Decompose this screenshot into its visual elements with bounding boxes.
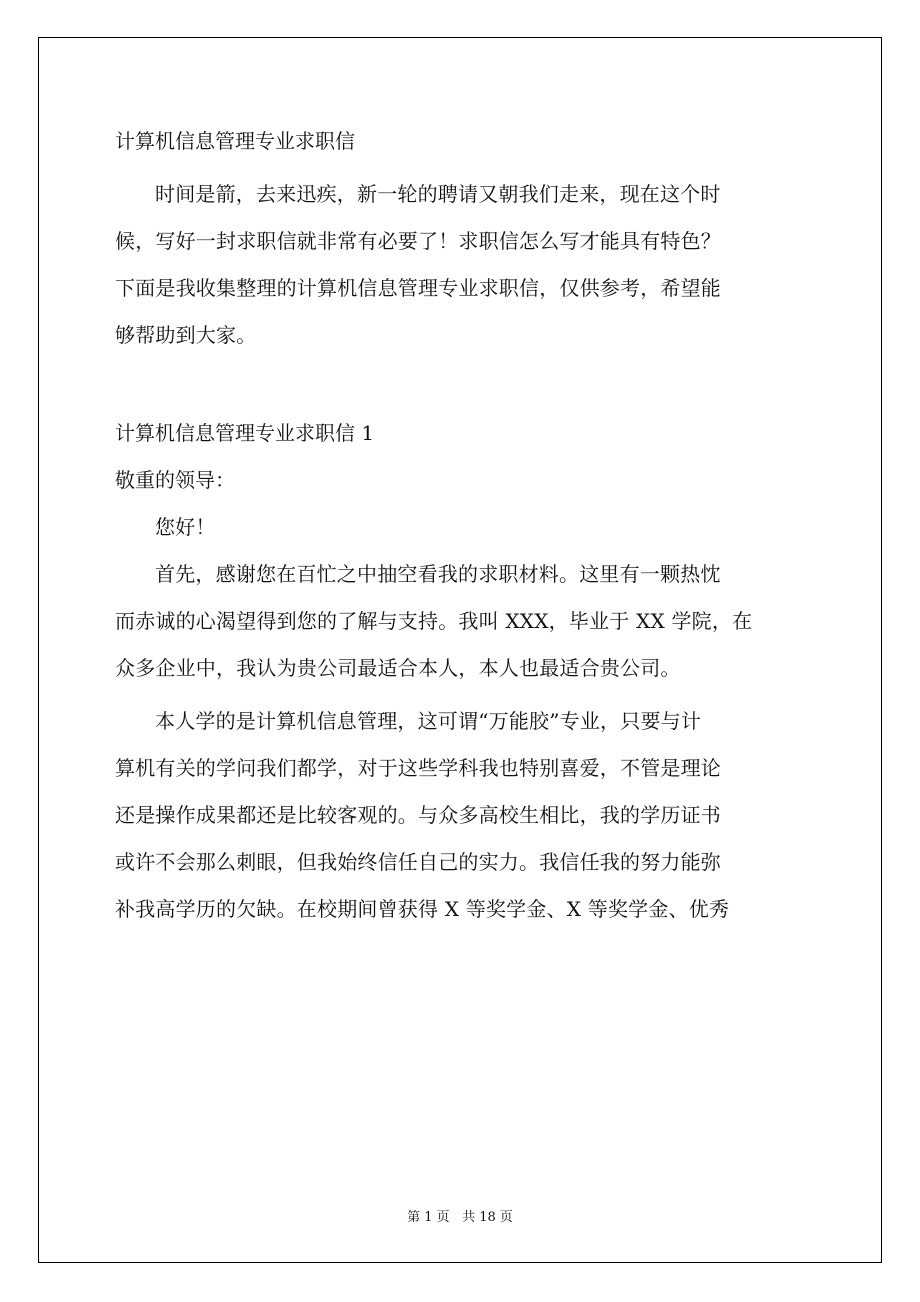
- section-title: 计算机信息管理专业求职信 1: [115, 421, 375, 445]
- salutation: 敬重的领导：: [115, 468, 235, 492]
- blank-line: [115, 359, 805, 406]
- intro-line: 候，写好一封求职信就非常有必要了！求职信怎么写才能具有特色？: [115, 229, 721, 253]
- document-title: 计算机信息管理专业求职信: [115, 129, 355, 153]
- paragraph-2: [115, 698, 805, 933]
- paragraph-line: 或许不会那么刺眼，但我始终信任自己的实力。我信任我的努力能弥: [115, 850, 721, 874]
- intro-paragraph: [115, 171, 805, 359]
- page-total: 共 18 页: [462, 1210, 513, 1225]
- intro-line: 时间是箭，去来迅疾，新一轮的聘请又朝我们走来，现在这个时: [155, 182, 721, 206]
- paragraph-line: 还是操作成果都还是比较客观的。与众多高校生相比，我的学历证书: [115, 803, 721, 827]
- paragraph-1: [115, 551, 805, 692]
- greeting: 您好！: [155, 515, 216, 539]
- paragraph-line: 算机有关的学问我们都学，对于这些学科我也特别喜爱，不管是理论: [115, 756, 721, 780]
- intro-line: 够帮助到大家。: [115, 323, 257, 347]
- page-footer: [0, 1206, 920, 1225]
- paragraph-line: 首先，感谢您在百忙之中抽空看我的求职材料。这里有一颗热忱: [155, 562, 721, 586]
- paragraph-line: 本人学的是计算机信息管理，这可谓“万能胶”专业，只要与计: [155, 709, 702, 733]
- intro-line: 下面是我收集整理的计算机信息管理专业求职信，仅供参考，希望能: [115, 276, 721, 300]
- paragraph-line: 众多企业中，我认为贵公司最适合本人，本人也最适合贵公司。: [115, 656, 681, 680]
- paragraph-line: 补我高学历的欠缺。在校期间曾获得 X 等奖学金、X 等奖学金、优秀: [115, 897, 730, 921]
- document-body: [115, 118, 805, 933]
- paragraph-line: 而赤诚的心渴望得到您的了解与支持。我叫 XXX，毕业于 XX 学院，在: [115, 609, 753, 633]
- page-number: 第 1 页: [407, 1210, 450, 1225]
